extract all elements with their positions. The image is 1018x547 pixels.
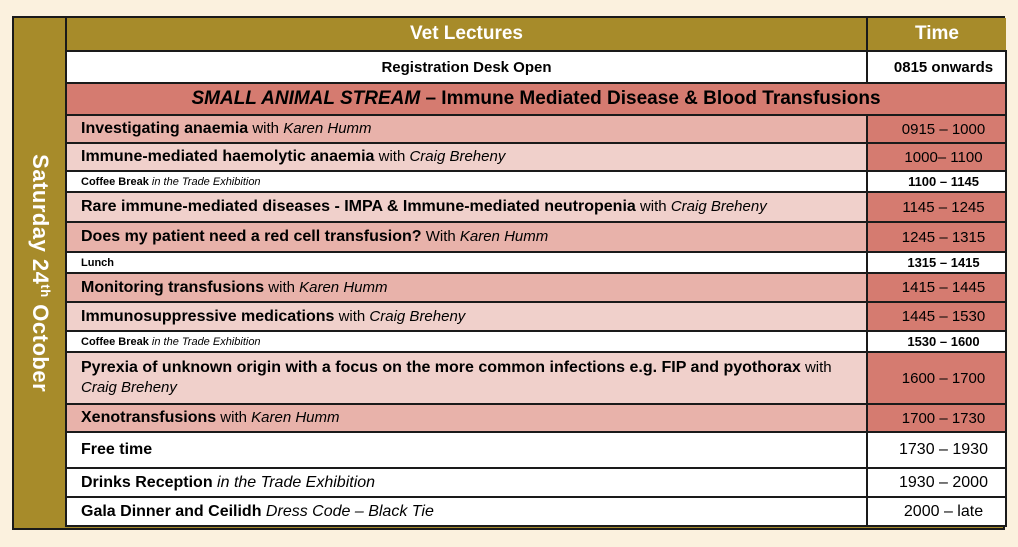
event-title: Gala Dinner and Ceilidh (81, 502, 262, 520)
session-cell (66, 171, 867, 192)
schedule-row (66, 273, 1006, 302)
session-cell: Pyrexia of unknown origin with a focus on the more common infections e.g. FIP and pyothorax with Craig Breheny (66, 352, 867, 404)
schedule-row (66, 222, 1006, 252)
schedule-row (66, 468, 1006, 497)
event-note: Dress Code – Black Tie (261, 502, 434, 520)
session-cell (66, 331, 867, 352)
schedule-row (66, 115, 1006, 143)
speaker-name: Karen Humm (459, 228, 549, 245)
date-sidebar (14, 18, 66, 528)
schedule-row (66, 497, 1006, 526)
session-cell (66, 468, 867, 497)
event-title: Free time (81, 441, 153, 458)
session-cell: Rare immune-mediated diseases - IMPA & Immune-mediated neutropenia with Craig Breheny (66, 192, 867, 222)
session-cell: Xenotransfusions with Karen Humm (66, 404, 867, 432)
session-cell (66, 432, 867, 468)
session-time: 1600 – 1700 (867, 352, 1006, 404)
session-cell (66, 497, 867, 526)
schedule-table (65, 18, 1007, 527)
schedule-row (66, 404, 1006, 432)
registration-time: 0815 onwards (867, 51, 1006, 83)
registration-label: Registration Desk Open (66, 51, 867, 83)
session-cell (66, 252, 867, 273)
session-time: 1530 – 1600 (867, 331, 1006, 352)
stream-title: SMALL ANIMAL STREAM – Immune Mediated Disease & Blood Transfusions (66, 83, 1006, 115)
event-title: Drinks Reception (81, 473, 213, 491)
session-time: 1145 – 1245 (867, 192, 1006, 222)
speaker-name: Karen Humm (283, 120, 372, 137)
session-time: 2000 – late (867, 497, 1006, 526)
date-label: Saturday 24th October (27, 154, 54, 392)
session-cell: Immunosuppressive medications with Craig Breheny (66, 302, 867, 331)
schedule-row (66, 252, 1006, 273)
speaker-name: Craig Breheny (670, 198, 767, 215)
schedule-row (66, 192, 1006, 222)
session-title: Immune-mediated haemolytic anaemia (81, 148, 375, 165)
stream-row (66, 83, 1006, 115)
schedule-row (66, 171, 1006, 192)
speaker-name: Karen Humm (251, 409, 340, 426)
session-time: 1415 – 1445 (867, 273, 1006, 302)
session-time: 1000– 1100 (867, 143, 1006, 171)
schedule-row (66, 302, 1006, 331)
session-title: Investigating anaemia (81, 120, 249, 137)
session-cell: Investigating anaemia with Karen Humm (66, 115, 867, 143)
session-title: Immunosuppressive medications (81, 307, 335, 325)
schedule-row (66, 352, 1006, 404)
session-title: Monitoring transfusions (81, 278, 265, 296)
break-title: Coffee Break (81, 175, 149, 188)
session-time: 1100 – 1145 (867, 171, 1006, 192)
session-time: 1245 – 1315 (867, 222, 1006, 252)
header-row (66, 18, 1006, 51)
speaker-name: Karen Humm (299, 278, 388, 296)
session-cell: Immune-mediated haemolytic anaemia with Craig Breheny (66, 143, 867, 171)
session-time: 1315 – 1415 (867, 252, 1006, 273)
break-title: Lunch (81, 256, 114, 269)
schedule-frame (12, 16, 1005, 530)
header-title: Vet Lectures (66, 18, 867, 51)
session-time: 1930 – 2000 (867, 468, 1006, 497)
schedule-row (66, 432, 1006, 468)
speaker-name: Craig Breheny (81, 379, 177, 396)
session-time: 0915 – 1000 (867, 115, 1006, 143)
schedule-row (66, 143, 1006, 171)
registration-row (66, 51, 1006, 83)
session-cell: Monitoring transfusions with Karen Humm (66, 273, 867, 302)
event-note: in the Trade Exhibition (212, 473, 376, 491)
session-title: Xenotransfusions (81, 409, 217, 426)
session-title: Rare immune-mediated diseases - IMPA & Immune-mediated neutropenia (81, 198, 636, 215)
break-title: Coffee Break (81, 335, 149, 348)
session-time: 1700 – 1730 (867, 404, 1006, 432)
session-title: Does my patient need a red cell transfusion? (81, 228, 422, 245)
session-cell: Does my patient need a red cell transfusion? With Karen Humm (66, 222, 867, 252)
session-time: 1730 – 1930 (867, 432, 1006, 468)
session-time: 1445 – 1530 (867, 302, 1006, 331)
break-note: in the Trade Exhibition (148, 335, 261, 348)
speaker-name: Craig Breheny (369, 307, 466, 325)
header-time: Time (867, 18, 1006, 51)
break-note: in the Trade Exhibition (148, 175, 261, 188)
schedule-row (66, 331, 1006, 352)
session-title: Pyrexia of unknown origin with a focus on the more common infections e.g. FIP and pyothorax (81, 359, 801, 376)
speaker-name: Craig Breheny (409, 148, 506, 165)
